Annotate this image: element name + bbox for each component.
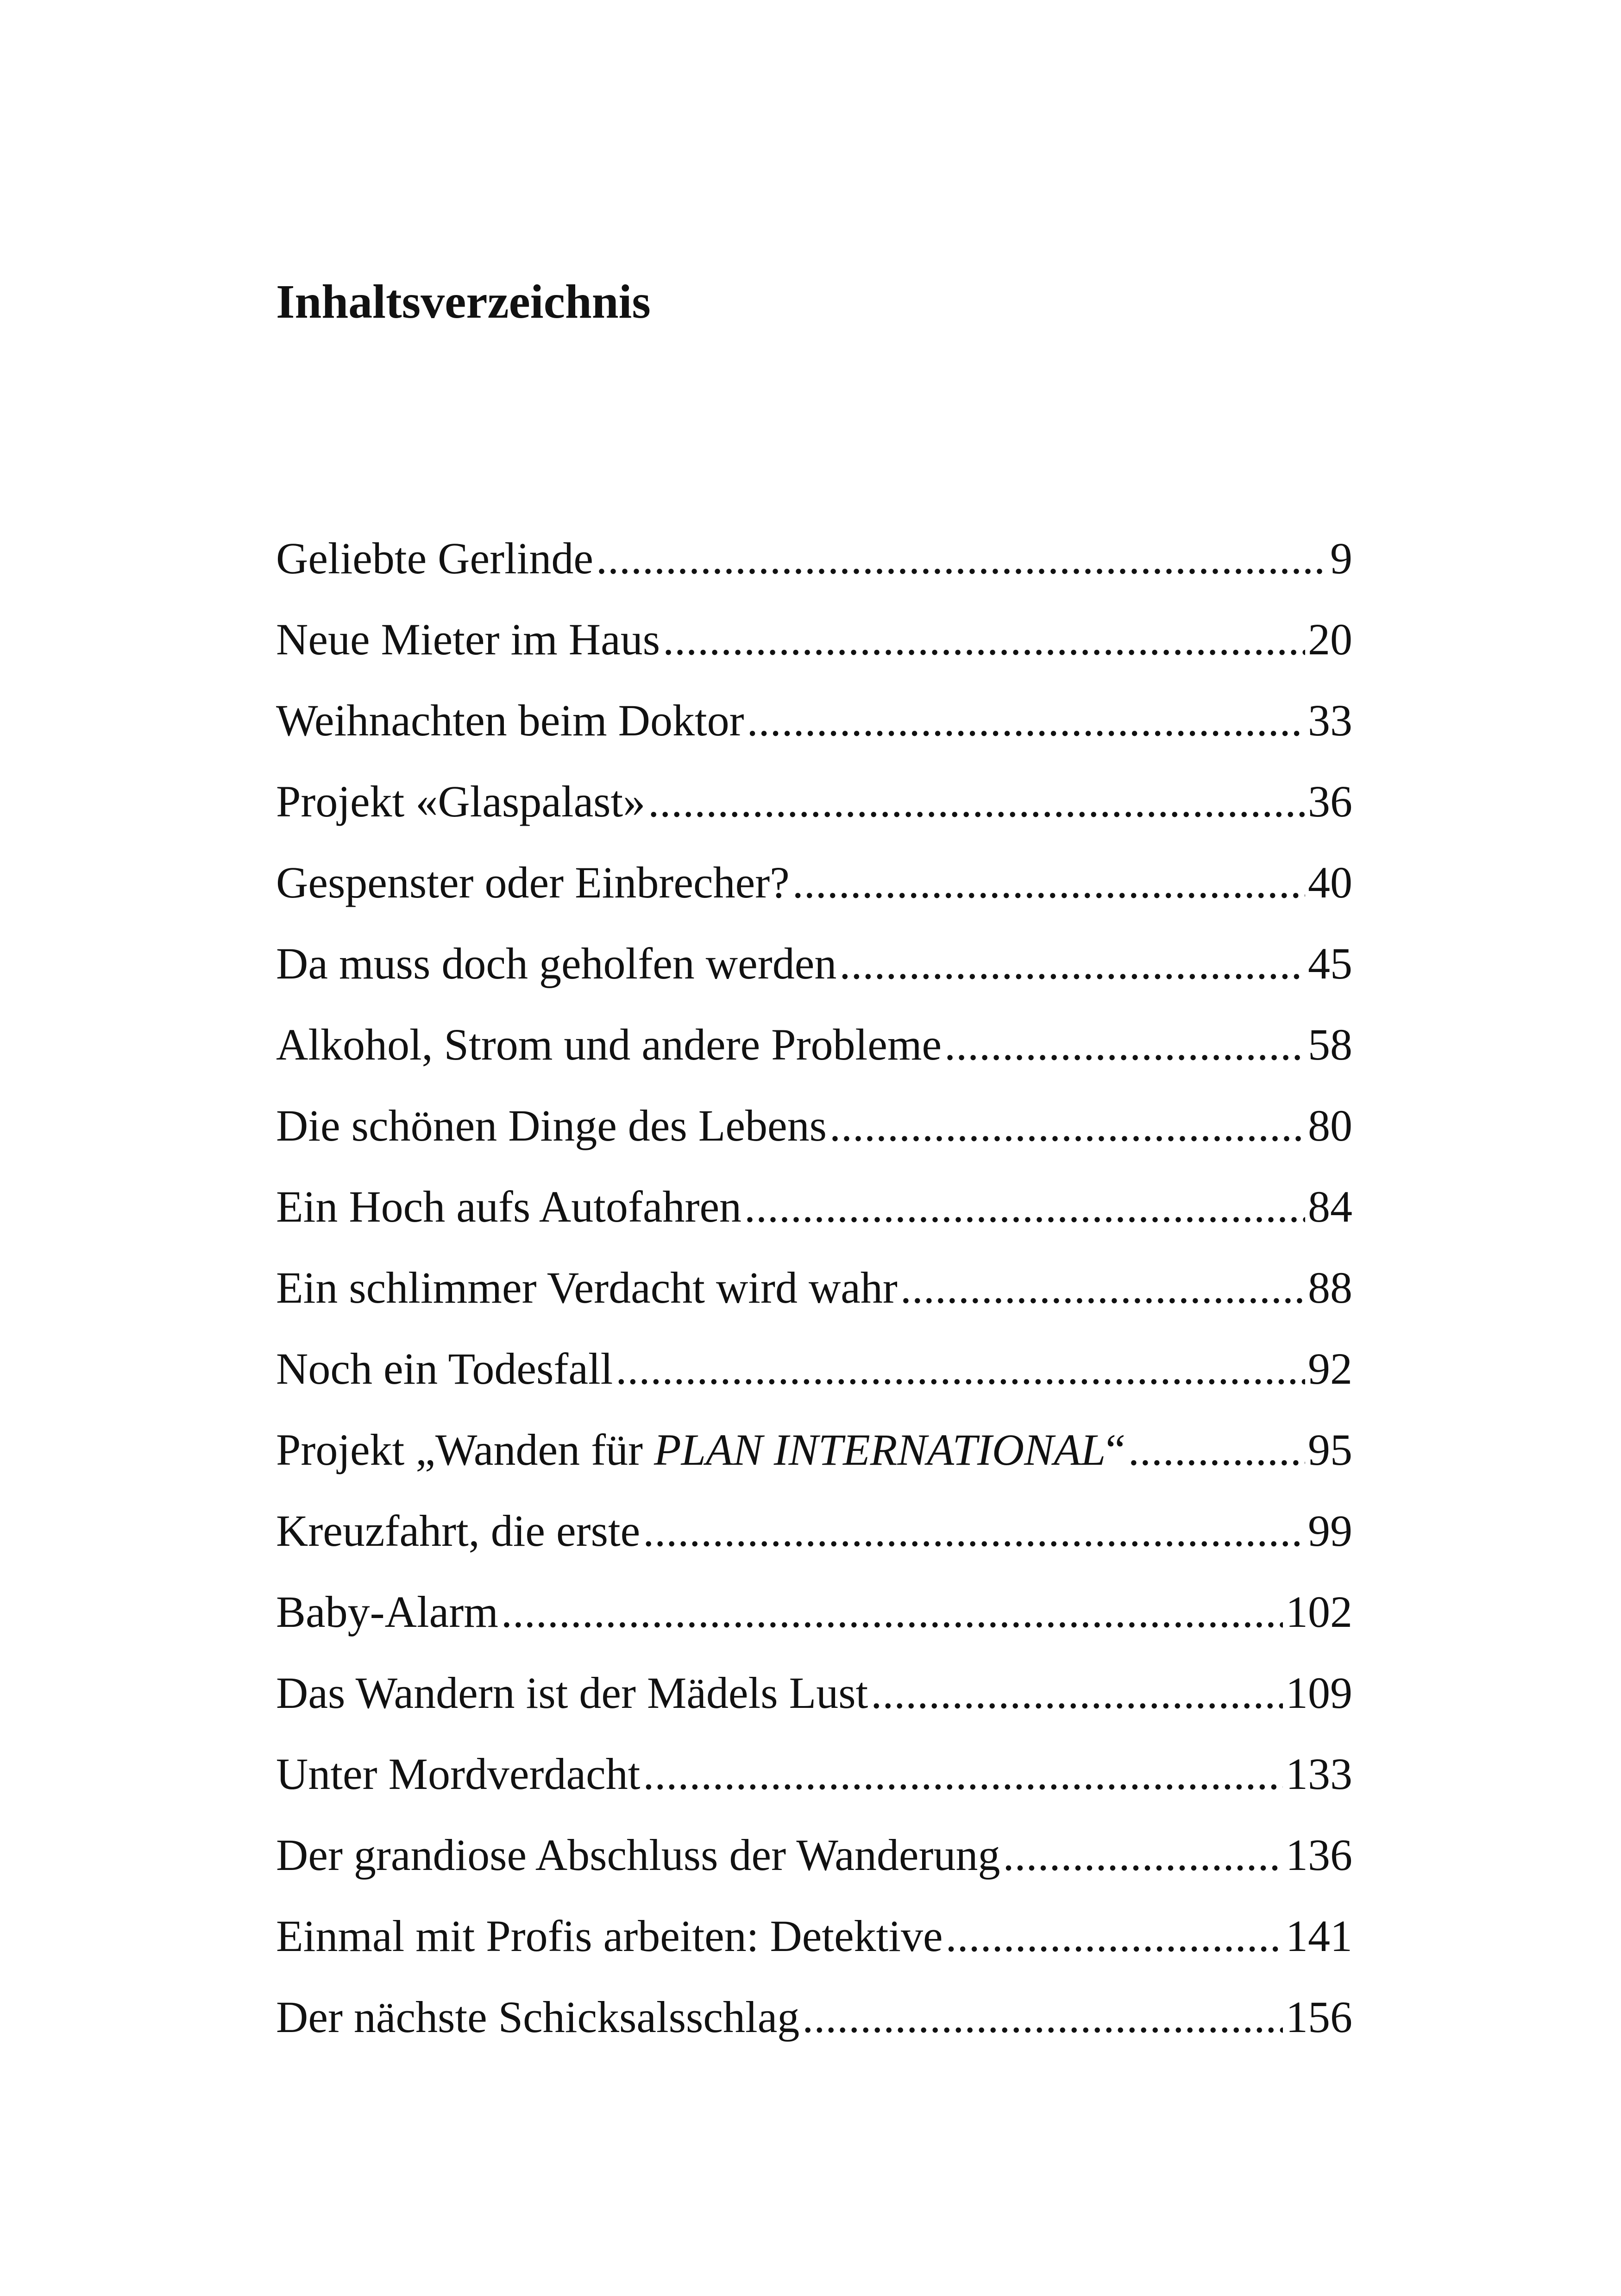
toc-entry [276, 1004, 1352, 1085]
toc-entry [276, 923, 1352, 1004]
toc-entry [276, 842, 1352, 923]
toc-page-number: 102 [1286, 1587, 1352, 1637]
toc-entry-title: Alkohol, Strom und andere Probleme [276, 1020, 942, 1069]
toc-entry [276, 1733, 1352, 1814]
toc-entry-title [276, 1409, 1125, 1490]
toc-entry-title: Das Wandern ist der Mädels Lust [276, 1668, 868, 1718]
dot-leader [829, 1085, 1305, 1166]
toc-entry [276, 1409, 1352, 1490]
dot-leader [1128, 1409, 1305, 1490]
toc-entry-title: Unter Mordverdacht [276, 1749, 641, 1799]
dot-leader [596, 518, 1327, 599]
dot-leader [616, 1328, 1305, 1409]
toc-entry-title: Weihnachten beim Doktor [276, 696, 744, 745]
toc-entry-title: Neue Mieter im Haus [276, 615, 660, 664]
dot-leader [1003, 1814, 1283, 1895]
toc-entry [276, 680, 1352, 761]
toc-page-number: 40 [1308, 858, 1352, 907]
toc-page-number: 33 [1308, 696, 1352, 745]
toc-entry-title-prefix: Projekt „Wanden für [276, 1425, 654, 1474]
dot-leader [643, 1733, 1283, 1814]
toc-page-number: 84 [1308, 1182, 1352, 1231]
dot-leader [839, 923, 1305, 1004]
toc-entry-title: Geliebte Gerlinde [276, 533, 594, 583]
toc-entry [276, 1571, 1352, 1652]
toc-entry-title: Gespenster oder Einbrecher? [276, 858, 790, 907]
toc-entry [276, 1328, 1352, 1409]
dot-leader [744, 1166, 1305, 1247]
toc-page-number: 133 [1286, 1749, 1352, 1799]
toc-entry-title: Noch ein Todesfall [276, 1344, 613, 1393]
dot-leader [900, 1247, 1305, 1328]
toc-page-number: 36 [1308, 777, 1352, 826]
toc-page-number: 95 [1308, 1425, 1352, 1474]
toc-entry [276, 1085, 1352, 1166]
dot-leader [501, 1571, 1283, 1652]
toc-page-number: 45 [1308, 939, 1352, 988]
toc-page-number: 109 [1286, 1668, 1352, 1718]
toc-entry [276, 1490, 1352, 1571]
toc-entry-title-italic: PLAN INTERNATIONAL [654, 1425, 1106, 1474]
dot-leader [792, 842, 1305, 923]
dot-leader [871, 1652, 1283, 1733]
toc-entry [276, 1652, 1352, 1733]
toc-page-number: 9 [1330, 533, 1352, 583]
toc-entry [276, 761, 1352, 842]
toc-page-number: 141 [1286, 1911, 1352, 1961]
dot-leader [663, 599, 1305, 680]
toc-entry [276, 1895, 1352, 1976]
toc-entry-title: Da muss doch geholfen werden [276, 939, 837, 988]
toc-page-number: 20 [1308, 615, 1352, 664]
dot-leader [648, 761, 1305, 842]
toc-entry [276, 1247, 1352, 1328]
toc-entry-title-suffix: “ [1106, 1425, 1125, 1474]
toc-entry-title: Einmal mit Profis arbeiten: Detektive [276, 1911, 943, 1961]
toc-entry [276, 599, 1352, 680]
toc-entry-title: Ein Hoch aufs Autofahren [276, 1182, 742, 1231]
toc-page-number: 88 [1308, 1263, 1352, 1312]
toc-entry-title: Der grandiose Abschluss der Wanderung [276, 1830, 1000, 1880]
toc-page-number: 58 [1308, 1020, 1352, 1069]
toc-entry-title: Projekt «Glaspalast» [276, 777, 646, 826]
dot-leader [946, 1895, 1283, 1976]
dot-leader [643, 1490, 1305, 1571]
toc-entry [276, 518, 1352, 599]
toc-entry-title: Baby-Alarm [276, 1587, 498, 1637]
toc-page-number: 136 [1286, 1830, 1352, 1880]
toc-entry-title: Die schönen Dinge des Lebens [276, 1101, 827, 1150]
page-title: Inhaltsverzeichnis [276, 275, 651, 328]
toc-page-number: 99 [1308, 1506, 1352, 1556]
toc-entry-title: Ein schlimmer Verdacht wird wahr [276, 1263, 898, 1312]
toc-entry [276, 1976, 1352, 2058]
toc-page-number: 80 [1308, 1101, 1352, 1150]
table-of-contents [276, 518, 1352, 2058]
toc-entry-title: Kreuzfahrt, die erste [276, 1506, 641, 1556]
dot-leader [944, 1004, 1305, 1085]
dot-leader [802, 1976, 1283, 2058]
dot-leader [747, 680, 1305, 761]
toc-page-number: 156 [1286, 1992, 1352, 2042]
toc-entry [276, 1814, 1352, 1895]
toc-entry-title: Der nächste Schicksalsschlag [276, 1992, 800, 2042]
toc-entry [276, 1166, 1352, 1247]
toc-page-number: 92 [1308, 1344, 1352, 1393]
